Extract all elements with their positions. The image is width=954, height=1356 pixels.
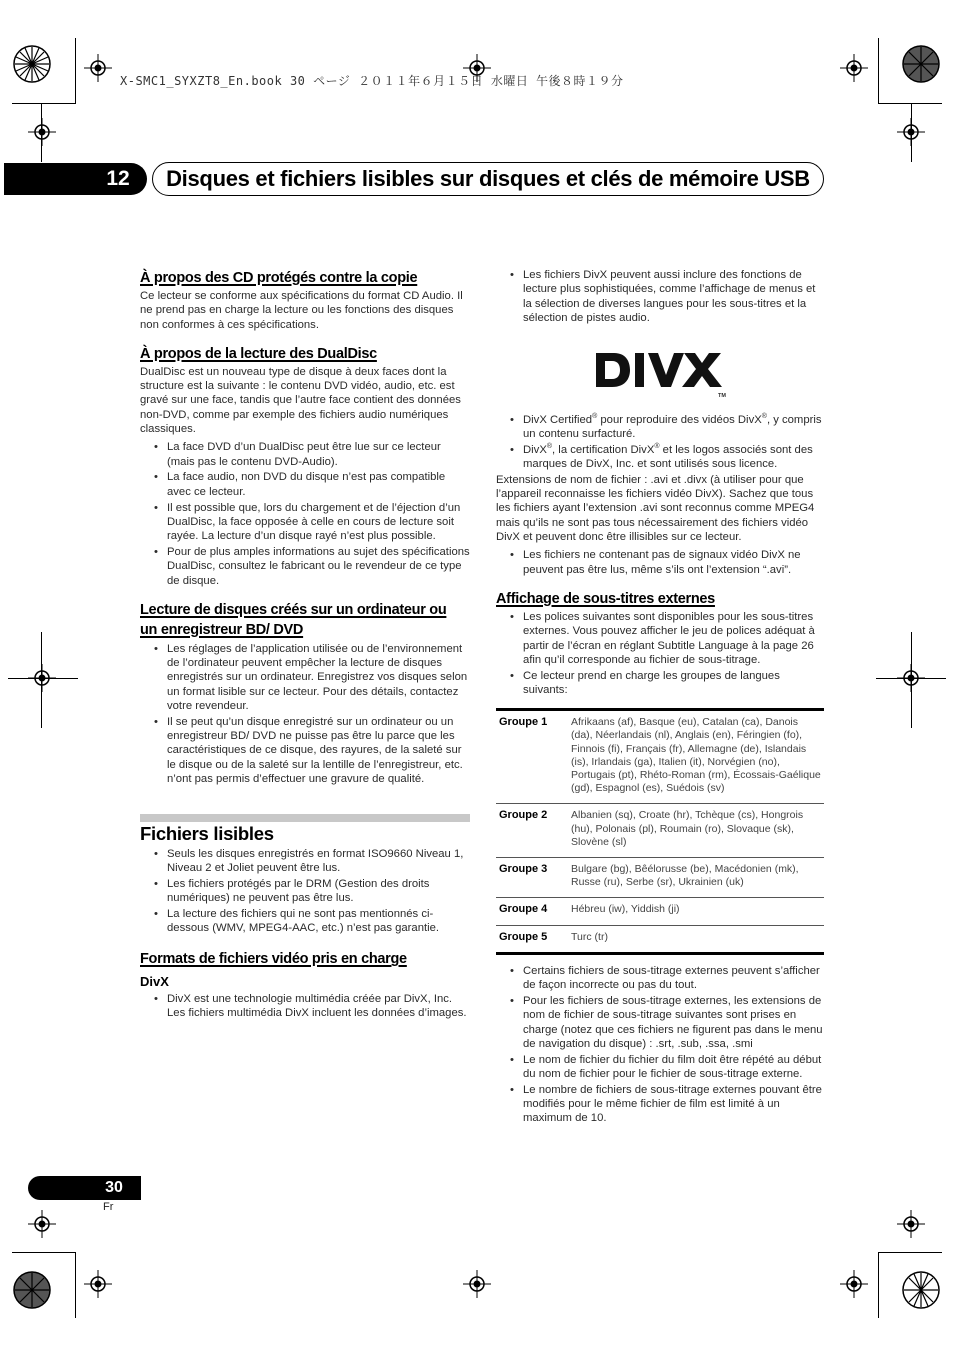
list-item: • Il est possible que, lors du chargement et de l’éjection d’un DualDisc, la face opposée à celle en cours de lecture soit rayée. La lecture d’un disque rayé n’est plus possible. — [140, 501, 470, 544]
bullet-list — [140, 642, 470, 786]
crop-mark — [878, 1252, 879, 1318]
chapter-title: Disques et fichiers lisibles sur disques et clés de mémoire USB — [166, 166, 810, 191]
registration-sunburst-icon — [901, 1270, 941, 1310]
paragraph: Extensions de nom de fichier : .avi et .divx (à utiliser pour que l’appareil reconnaisse les fichiers vidéo DivX). Sachez que tous les fichiers ayant l’extension .avi sont reconnus comme MPEG4 mais qu’ils ne sont pas tous nécessairement des fichiers vidéo DivX et peuvent donc être illisibles sur ce lecteur. — [496, 473, 815, 544]
registered-mark: ® — [592, 412, 598, 420]
bullet-list — [496, 610, 824, 697]
list-item: • Certains fichiers de sous-titrage externes peuvent s’afficher de façon incorrecte ou pas du tout. — [496, 964, 824, 993]
crop-mark — [878, 38, 879, 104]
text-span: pour reproduire des vidéos DivX — [597, 413, 762, 426]
list-item: • Seuls les disques enregistrés en format ISO9660 Niveau 1, Niveau 2 et Joliet peuvent être lus. — [140, 847, 470, 876]
list-item: • Ce lecteur prend en charge les groupes de langues suivants: — [496, 669, 824, 698]
page-language: Fr — [103, 1201, 114, 1213]
registration-sunburst-icon — [901, 44, 941, 84]
group-name: Groupe 1 — [496, 711, 569, 804]
crosshair-icon — [28, 1210, 56, 1238]
crosshair-icon — [84, 1270, 112, 1298]
section-heading — [140, 600, 470, 640]
page-number: 30 — [105, 1179, 123, 1196]
chapter-number: 12 — [106, 167, 130, 190]
section-heading: Affichage de sous-titres externes — [496, 590, 715, 607]
bullet-list — [140, 440, 470, 587]
divx-logo — [496, 327, 824, 413]
text-span: DivX Certified — [523, 413, 593, 426]
paragraph: Ce lecteur se conforme aux spécifications du format CD Audio. Il ne prend pas en charge la lecture ou les fonctions des disques non conformes à ces spécifications. — [140, 290, 463, 331]
text-span: DivX — [523, 443, 547, 456]
list-item — [496, 413, 824, 442]
paragraph: DualDisc est un nouveau type de disque à deux faces dont la structure est la suivante : le contenu DVD vidéo, audio, etc. est gravé sur une face, tandis que l’autre face contient des données non-DVD, comme par exemple des fichiers audio numériques classiques. — [140, 365, 461, 436]
heading-line: un enregistreur BD/ DVD — [140, 621, 304, 638]
crosshair-icon — [463, 1270, 491, 1298]
right-column — [496, 268, 824, 1127]
registered-mark: ® — [654, 443, 660, 451]
registered-mark: ® — [546, 443, 553, 451]
list-item: • Le nom de fichier du fichier du film doit être répété au début du nom de fichier pour le fichier de sous-titrage externe. — [496, 1053, 824, 1082]
section-title: Fichiers lisibles — [140, 823, 274, 845]
text-span: , y compris un contenu surfacturé. — [523, 413, 822, 440]
language-groups-table — [496, 708, 824, 955]
crop-mark — [878, 103, 942, 104]
bullet-list — [140, 847, 470, 936]
crop-mark — [911, 632, 912, 728]
group-name: Groupe 3 — [496, 858, 569, 898]
crosshair-icon — [897, 1210, 925, 1238]
crop-mark — [41, 632, 42, 728]
table-row — [496, 804, 824, 858]
section-heading: À propos des CD protégés contre la copie — [140, 270, 418, 286]
group-languages: Turc (tr) — [571, 930, 608, 943]
list-item: • Les fichiers DivX peuvent aussi inclure des fonctions de lecture plus sophistiquées, comme l’affichage de menus et la sélection de diverses langues pour les sous-titres et la sélection de pistes audio. — [496, 268, 824, 325]
crop-mark — [12, 1252, 76, 1253]
crop-mark — [876, 678, 946, 679]
crosshair-icon — [28, 118, 56, 146]
list-item: • Les fichiers ne contenant pas de signaux vidéo DivX ne peuvent pas être lus, même s’ils ont l’extension “.avi”. — [496, 548, 824, 577]
heading-line: Lecture de disques créés sur un ordinateur ou — [140, 601, 447, 618]
crop-mark — [8, 678, 78, 679]
list-item: • La lecture des fichiers qui ne sont pas mentionnés ci-dessous (WMV, MPEG4-AAC, etc.) n’est pas garantie. — [140, 907, 470, 936]
list-item: • La face DVD d’un DualDisc peut être lue sur ce lecteur (mais pas le contenu DVD-Audio). — [140, 440, 470, 469]
bullet-list — [496, 964, 824, 1126]
list-item: • Pour de plus amples informations au sujet des spécifications DualDisc, consultez le fabricant ou le revendeur de ce type de disque. — [140, 545, 470, 588]
group-name: Groupe 5 — [499, 930, 548, 943]
registration-sunburst-icon — [12, 1270, 52, 1310]
left-column — [140, 268, 470, 1022]
crop-mark — [12, 103, 76, 104]
section-divider-bar — [140, 814, 470, 822]
crop-mark — [878, 1252, 942, 1253]
bullet-list — [496, 413, 824, 472]
section-heading: À propos de la lecture des DualDisc — [140, 345, 377, 362]
list-item: • Les fichiers protégés par le DRM (Gestion des droits numériques) ne peuvent pas être lus. — [140, 877, 470, 906]
list-item — [496, 443, 824, 472]
list-item: • Les réglages de l’application utilisée ou de l’environnement de l’ordinateur peuvent empêcher la lecture de disques enregistrés sur un ordinateur. Enregistrez vos disques selon un format lisible sur ce lecteur. Pour des détails, contactez votre revendeur. — [140, 642, 470, 713]
table-row — [496, 711, 824, 804]
text-span: et les logos associés sont des marques de DivX, Inc. et sont utilisés sous licence. — [523, 443, 813, 471]
crop-mark — [75, 38, 76, 104]
group-languages: Afrikaans (af), Basque (eu), Catalan (ca), Danois (da), Néerlandais (nl), Anglais (en), Féringien (fo), Finnois (fi), Français (fr), Allemagne (de), Islandais (is), Irlandais (ga), Italien (it), Norvégien (no), Portugais (pt), Rhéto-Roman (rm), Écossais-Gaélique (gd), Espagnol (es), Suédois (sv) — [569, 711, 824, 804]
bullet-list — [140, 992, 470, 1021]
crop-mark — [75, 1252, 76, 1318]
list-item: • DivX est une technologie multimédia créée par DivX, Inc. Les fichiers multimédia DivX incluent les données d’images. — [140, 992, 470, 1021]
table-row — [496, 925, 824, 952]
subheading: DivX — [140, 974, 169, 990]
crosshair-icon — [840, 1270, 868, 1298]
bullet-list — [496, 548, 824, 577]
group-languages: Bulgare (bg), Bêélorusse (be), Macédonien (mk), Russe (ru), Serbe (sr), Ukrainien (uk) — [569, 858, 824, 898]
crosshair-icon — [840, 54, 868, 82]
section-heading: Formats de fichiers vidéo pris en charge — [140, 951, 407, 968]
group-name: Groupe 4 — [496, 898, 569, 925]
list-item: • La face audio, non DVD du disque n’est pas compatible avec ce lecteur. — [140, 470, 470, 499]
list-item: • Le nombre de fichiers de sous-titrage externes pouvant être modifiés pour le même fichier de film est limité à un maximum de 10. — [496, 1083, 824, 1126]
bullet-list — [496, 268, 824, 325]
table-row — [496, 858, 824, 898]
divx-logo-icon — [594, 349, 734, 395]
list-item: • Pour les fichiers de sous-titrage externes, les extensions de nom de fichier de sous-titrage suivantes sont prises en charge (notez que ces fichiers ne figurent pas dans le menu de navigation du disque) : .srt, .sub, .ssa, .smi — [496, 994, 824, 1051]
crop-mark — [41, 104, 42, 162]
group-languages: Albanien (sq), Croate (hr), Tchèque (cs), Hongrois (hu), Polonais (pl), Roumain (ro), Slovaque (sk), Slovène (sl) — [569, 804, 824, 858]
group-languages: Hébreu (iw), Yiddish (ji) — [569, 898, 824, 925]
trademark-symbol: TM — [718, 392, 726, 399]
registered-mark: ® — [761, 412, 767, 420]
registration-sunburst-icon — [12, 44, 52, 84]
list-item: • Les polices suivantes sont disponibles pour les sous-titres externes. Vous pouvez afficher le jeu de polices adéquat à partir de l’écran en réglant Subtitle Language à la page 26 afin qu’il corresponde au fichier de sous-titrage. — [496, 610, 824, 667]
text-span: , la certification DivX — [552, 443, 655, 456]
list-item: • Il se peut qu’un disque enregistré sur un ordinateur ou un enregistreur BD/ DVD ne puisse pas être lu parce que les caractéristiques de ce disque, des rayures, de la saleté sur le disque ou de la saleté sur la lentille de l’enregistreur, etc. n’ont pas permis d’effectuer une gravure de qualité. — [140, 715, 470, 786]
file-header: X-SMC1_SYXZT8_En.book 30 ページ ２０１１年６月１５日 水曜日 午後８時１９分 — [120, 74, 624, 88]
crop-mark — [911, 104, 912, 162]
group-name: Groupe 2 — [496, 804, 569, 858]
table-row — [496, 898, 824, 925]
crosshair-icon — [84, 54, 112, 82]
